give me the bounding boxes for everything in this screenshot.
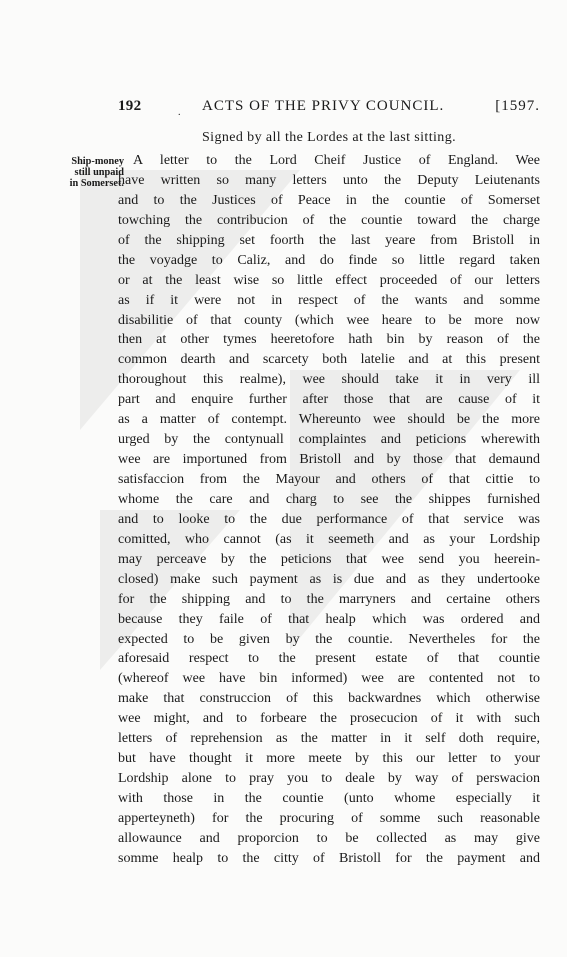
text-line: expected to be given by the countie. Nevertheles for the xyxy=(118,631,540,647)
page-number: 192 xyxy=(118,98,142,114)
text-line: wee are importuned from Bristoll and by those that demaund xyxy=(118,452,540,468)
text-line: thoroughout this realme), wee should take it in very ill xyxy=(118,372,540,388)
text-line: A letter to the Lord Cheif Justice of England. Wee xyxy=(133,153,540,168)
body-text xyxy=(118,151,540,869)
text-line: and to looke to the due performance of that service was xyxy=(118,511,540,527)
text-line: towching the contribucion of the countie toward the charge xyxy=(118,212,540,228)
header-year: [1597. xyxy=(495,98,540,114)
text-line: have written so many letters unto the Deputy Leiutenants xyxy=(118,172,540,188)
text-line: then at other tymes heeretofore hath bin by reason of the xyxy=(118,332,540,348)
text-line: part and enquire further after those that are cause of it xyxy=(118,392,540,408)
text-line: disabilitie of that county (which wee heare to be more now xyxy=(118,312,540,328)
text-line: or at the least wise so little effect proceeded of our letters xyxy=(118,272,540,288)
text-line: urged by the contynuall complaintes and peticions wherewith xyxy=(118,432,540,448)
text-line: common dearth and scarcety both latelie and at this present xyxy=(118,352,540,368)
text-line: closed) make such payment as is due and as they undertooke xyxy=(118,571,540,587)
subheading: Signed by all the Lordes at the last sitting. xyxy=(201,130,457,145)
text-line: the voyadge to Caliz, and do finde so little regard taken xyxy=(118,252,540,268)
text-line: comitted, who cannot (as it seemeth and as your Lordship xyxy=(118,531,540,547)
running-header xyxy=(118,98,540,116)
text-line: but have thought it more meete by this our letter to your xyxy=(118,751,540,767)
text-line: and to the Justices of Peace in the countie of Somerset xyxy=(118,192,540,208)
text-line: make that construccion of this backwardnes which otherwise xyxy=(118,691,540,707)
text-line: letters of reprehension as the matter in it self doth require, xyxy=(118,731,540,747)
text-line: because they faile of that healp which was ordered and xyxy=(118,611,540,627)
text-line: satisfaccion from the Mayour and others of that cittie to xyxy=(118,472,540,487)
text-line: of the shipping set foorth the last yeare from Bristoll in xyxy=(118,232,540,248)
text-line: for the shipping and to the marryners and certaine others xyxy=(118,591,540,607)
text-line: apperteyneth) for the procuring of somme such reasonable xyxy=(118,810,540,826)
text-line: as a matter of contempt. Whereunto wee should be the more xyxy=(118,412,540,428)
text-line: somme healp to the citty of Bristoll for the payment and xyxy=(118,850,540,866)
header-dot: . xyxy=(178,107,181,118)
margin-note-line: still unpaid xyxy=(74,167,124,178)
text-line: allowaunce and proporcion to be collected as may give xyxy=(118,830,540,846)
text-line: with those in the countie (unto whome especially it xyxy=(118,791,540,806)
text-line: (whereof wee have bin informed) wee are contented not to xyxy=(118,671,540,687)
text-line: as if it were not in respect of the wants and somme xyxy=(118,292,540,308)
margin-note xyxy=(58,156,124,189)
text-line: may perceave by the peticions that wee send you heerein- xyxy=(118,551,540,567)
text-line: wee might, and to forbeare the prosecucion of it with such xyxy=(118,711,540,727)
text-line: Lordship alone to pray you to deale by way of perswacion xyxy=(118,771,540,787)
margin-note-line: Ship-money xyxy=(71,156,124,167)
text-line: aforesaid respect to the present estate of that countie xyxy=(118,651,540,667)
margin-note-line: in Somerset. xyxy=(69,178,124,189)
text-line: whome the care and charg to see the shippes furnished xyxy=(118,491,540,507)
running-title: ACTS OF THE PRIVY COUNCIL. xyxy=(202,98,445,114)
